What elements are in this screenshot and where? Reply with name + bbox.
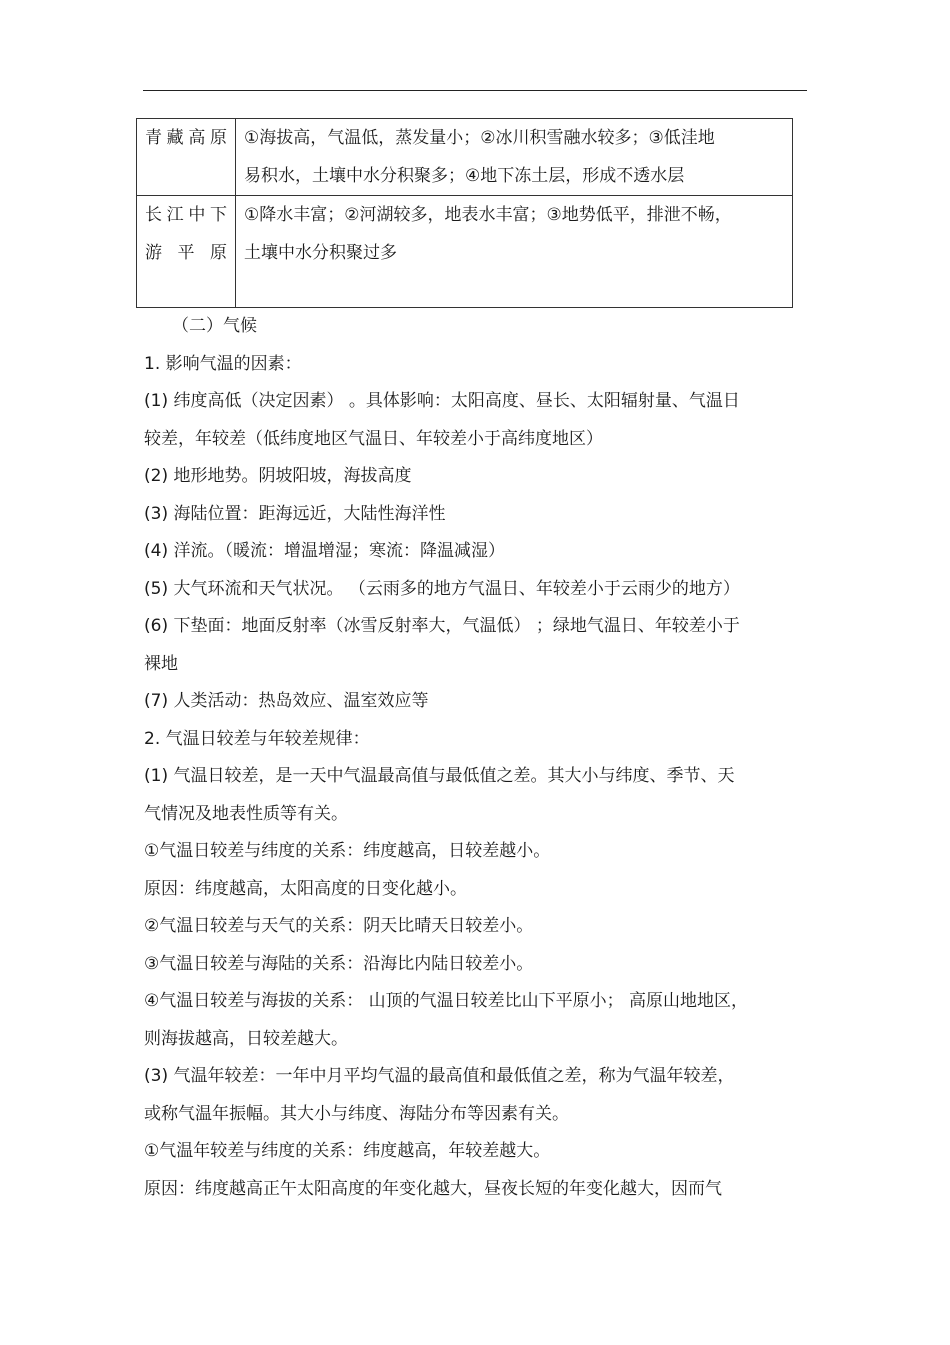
text-line: 或称气温年振幅。其大小与纬度、海陆分布等因素有关。 [144, 1103, 569, 1124]
text-line: 则海拔越高，日较差越大。 [144, 1028, 348, 1049]
text-line: ①气温日较差与纬度的关系：纬度越高，日较差越小。 [144, 841, 551, 861]
table-row [137, 196, 793, 308]
text-line: 原因：纬度越高，太阳高度的日变化越小。 [144, 878, 467, 899]
text-line: (1) 纬度高低（决定因素） 。具体影响：太阳高度、昼长、太阳辐射量、气温日 [144, 391, 740, 411]
text-line: 裸地 [144, 653, 178, 674]
text-line: (7) 人类活动：热岛效应、温室效应等 [144, 691, 429, 711]
table-row [137, 119, 793, 196]
region-name: 青藏高原 [137, 119, 236, 196]
text-line: 气情况及地表性质等有关。 [144, 803, 348, 824]
region-name: 长江中下游平原 [137, 196, 236, 308]
text-line: ②气温日较差与天气的关系：阴天比晴天日较差小。 [144, 916, 534, 936]
text-line: ④气温日较差与海拔的关系： 山顶的气温日较差比山下平原小； 高原山地地区， [144, 991, 749, 1011]
text-line: ①气温年较差与纬度的关系：纬度越高，年较差越大。 [144, 1141, 551, 1161]
text-line: ③气温日较差与海陆的关系：沿海比内陆日较差小。 [144, 953, 534, 974]
text-line: (2) 地形地势。阴坡阳坡，海拔高度 [144, 466, 412, 486]
text-line: 原因：纬度越高正午太阳高度的年变化越大，昼夜长短的年变化越大，因而气 [144, 1178, 722, 1199]
description-line: ①海拔高，气温低，蒸发量小；②冰川积雪融水较多；③低洼地 [244, 128, 715, 148]
description-line: 土壤中水分积聚过多 [244, 243, 397, 263]
text-line: 较差，年较差（低纬度地区气温日、年较差小于高纬度地区） [144, 428, 603, 449]
text-line: (4) 洋流。（暖流：增温增湿；寒流：降温减湿） [144, 541, 505, 561]
text-line: (5) 大气环流和天气状况。 （云雨多的地方气温日、年较差小于云雨少的地方） [144, 578, 740, 599]
text-line: (3) 海陆位置：距海远近，大陆性海洋性 [144, 503, 446, 524]
text-line: (3) 气温年较差：一年中月平均气温的最高值和最低值之差，称为气温年较差， [144, 1066, 735, 1086]
text-line: (6) 下垫面：地面反射率（冰雪反射率大，气温低） ；绿地气温日、年较差小于 [144, 616, 740, 636]
text-line: 1. 影响气温的因素： [144, 353, 302, 374]
text-line: 2. 气温日较差与年较差规律： [144, 728, 370, 749]
header-rule [143, 90, 807, 91]
text-line: (1) 气温日较差，是一天中气温最高值与最低值之差。其大小与纬度、季节、天 [144, 766, 735, 786]
region-table [136, 118, 793, 308]
section-heading: （二）气候 [172, 316, 257, 336]
region-description [236, 119, 793, 196]
description-line: 易积水，土壤中水分积聚多；④地下冻土层，形成不透水层 [244, 166, 685, 186]
body-text [144, 308, 799, 1208]
region-description [236, 196, 793, 308]
description-line: ①降水丰富；②河湖较多，地表水丰富；③地势低平，排泄不畅， [244, 205, 732, 225]
